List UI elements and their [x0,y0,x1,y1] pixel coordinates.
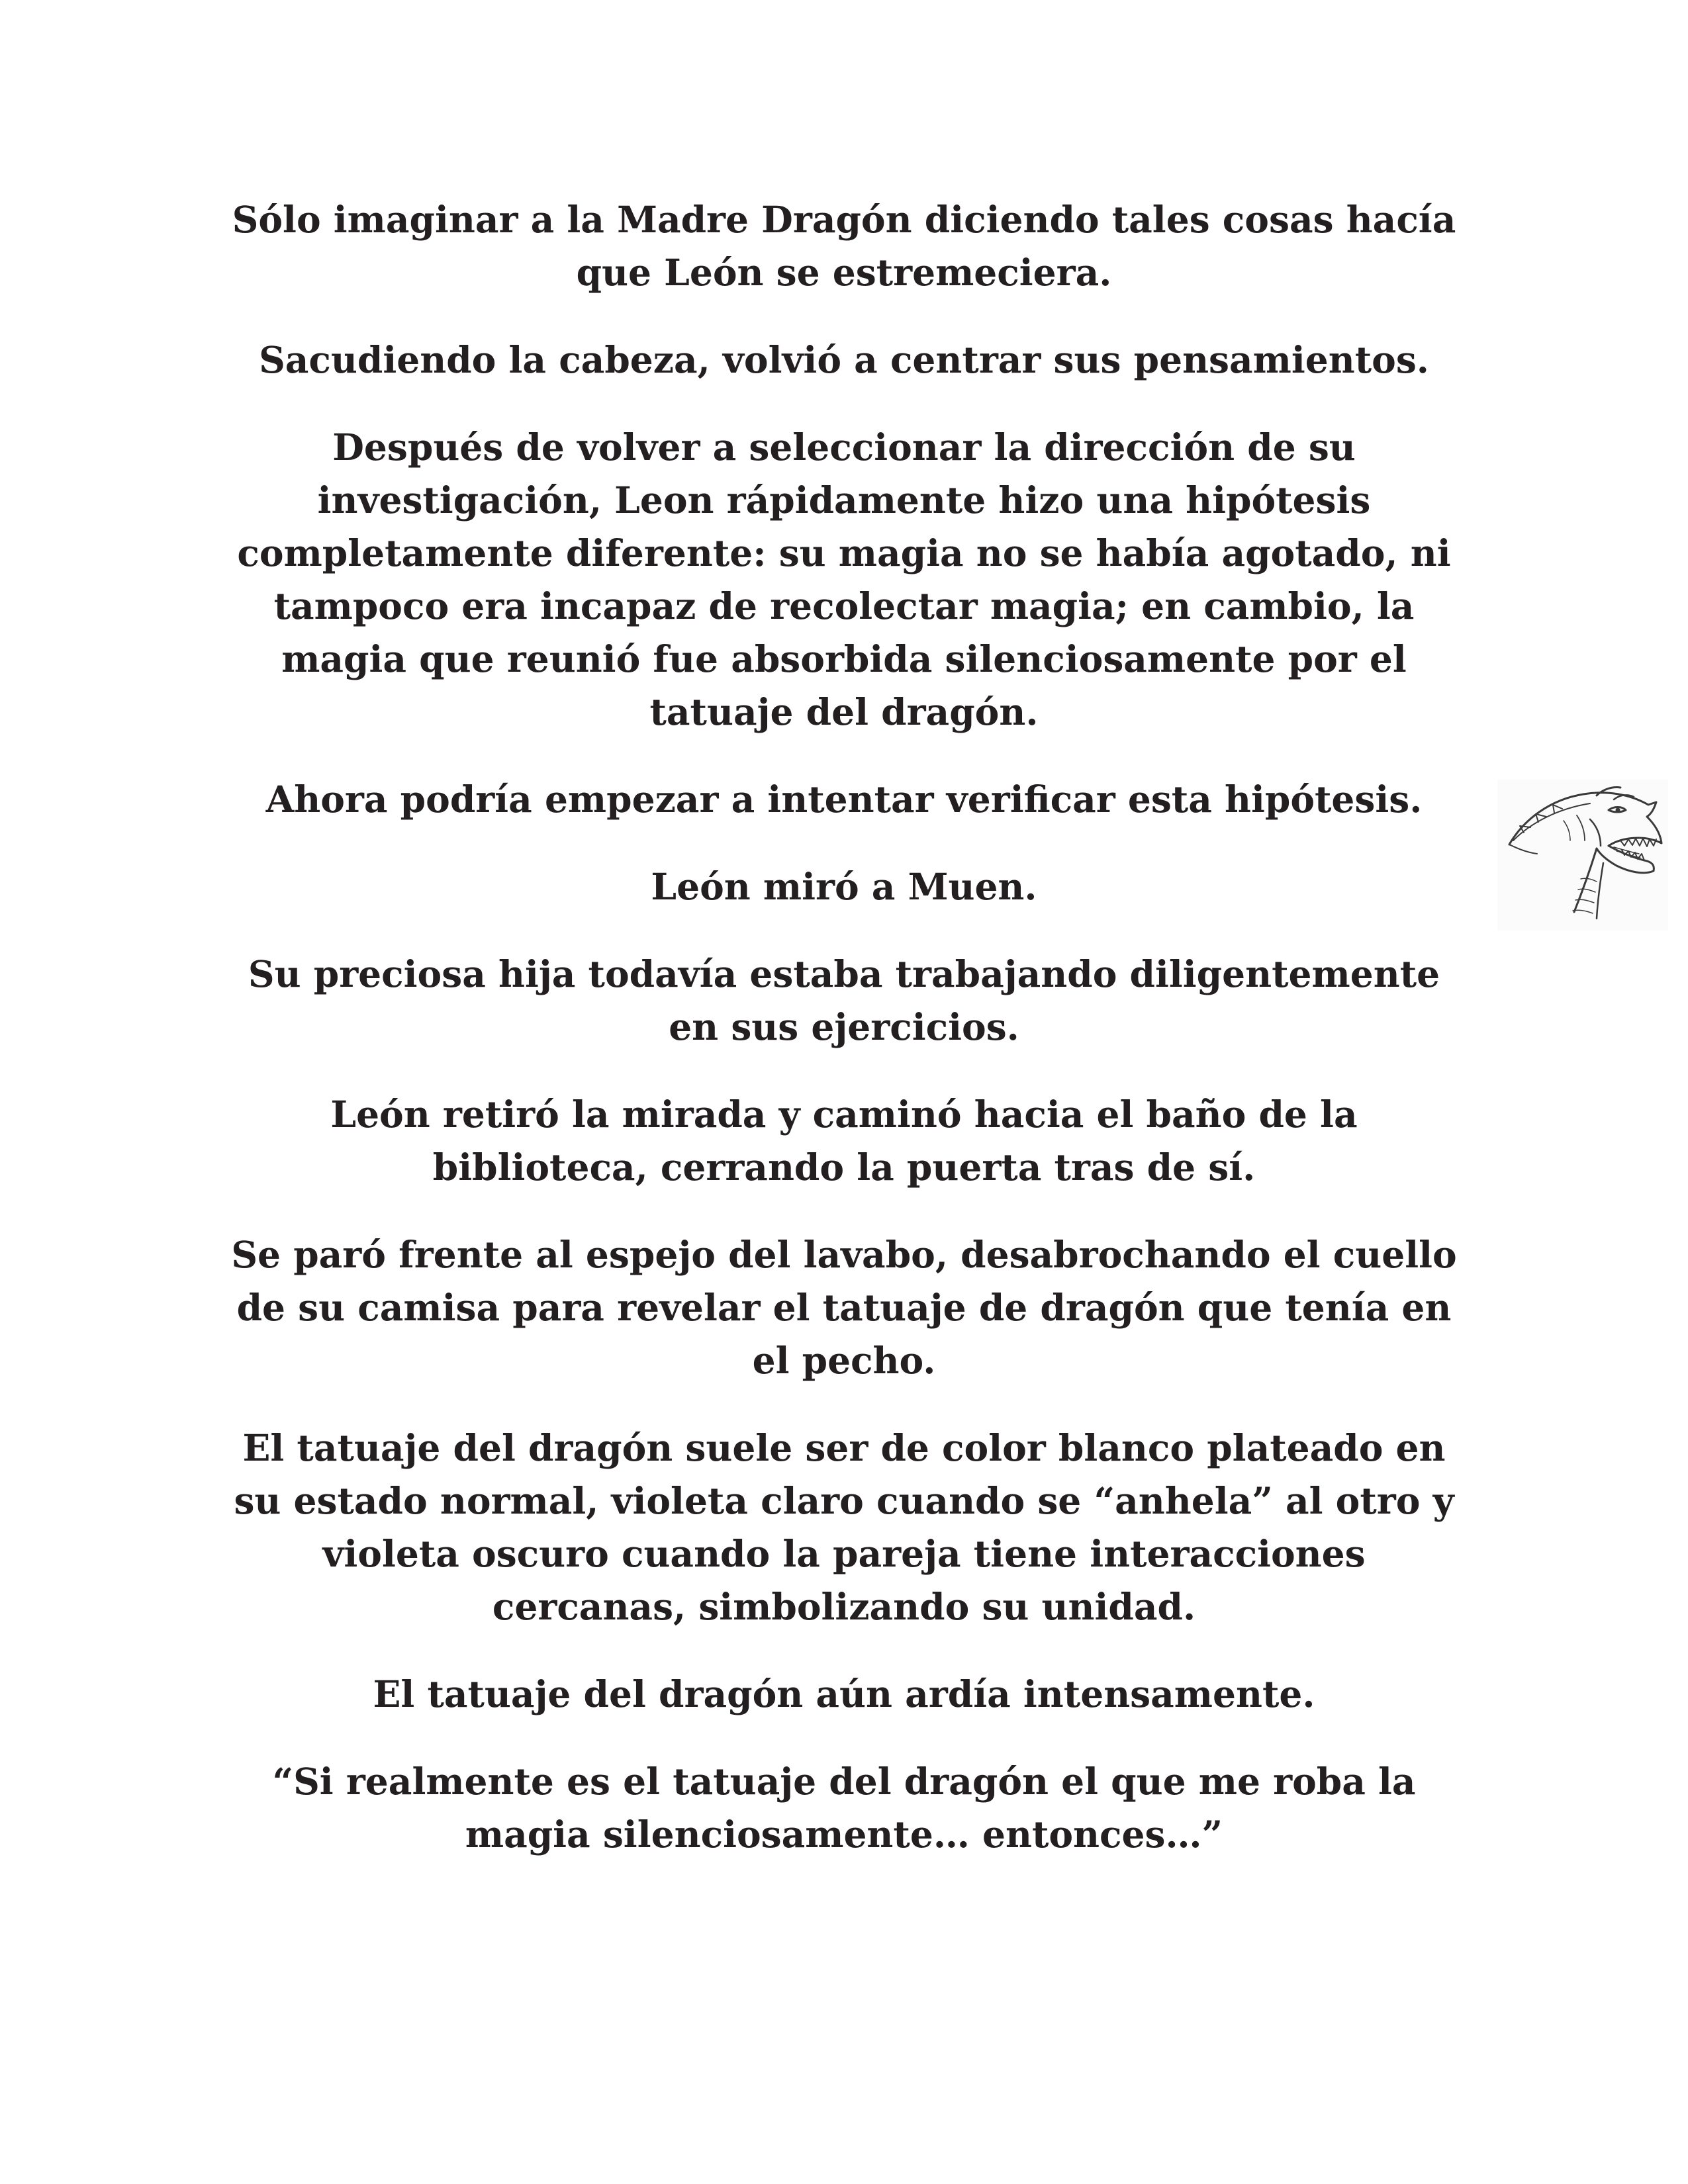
paragraph: León retiró la mirada y caminó hacia el baño de la biblioteca, cerrando la puerta tras de sí. [330,1093,1358,1189]
paragraph: Sólo imaginar a la Madre Dragón diciendo tales cosas hacía que León se estremeciera. [232,198,1456,294]
story-text [225,193,1463,1895]
paragraph: Su preciosa hija todavía estaba trabajando diligentemente en sus ejercicios. [248,952,1440,1048]
paragraph: Se paró frente al espejo del lavabo, desabrochando el cuello de su camisa para revelar el tatuaje de dragón que tenía en el pecho. [231,1233,1457,1382]
paragraph: “Si realmente es el tatuaje del dragón el que me roba la magia silenciosamente… entonces…” [272,1760,1416,1856]
paragraph: Sacudiendo la cabeza, volvió a centrar sus pensamientos. [259,338,1429,381]
dragon-head-sketch-icon [1497,780,1668,931]
paragraph: Ahora podría empezar a intentar verificar esta hipótesis. [265,778,1423,821]
paragraph: León miró a Muen. [651,865,1037,908]
paragraph: El tatuaje del dragón aún ardía intensamente. [373,1672,1315,1715]
paragraph: El tatuaje del dragón suele ser de color blanco plateado en su estado normal, violeta claro cuando se “anhela” al otro y violeta oscuro cuando la pareja tiene interacciones cercanas, simbolizando su unidad. [234,1426,1454,1628]
paragraph: Después de volver a seleccionar la dirección de su investigación, Leon rápidamente hizo una hipótesis completamente diferente: su magia no se había agotado, ni tampoco era incapaz de recolectar magia; en cambio, la magia que reunió fue absorbida silenciosamente por el tatuaje del dragón. [237,426,1451,733]
